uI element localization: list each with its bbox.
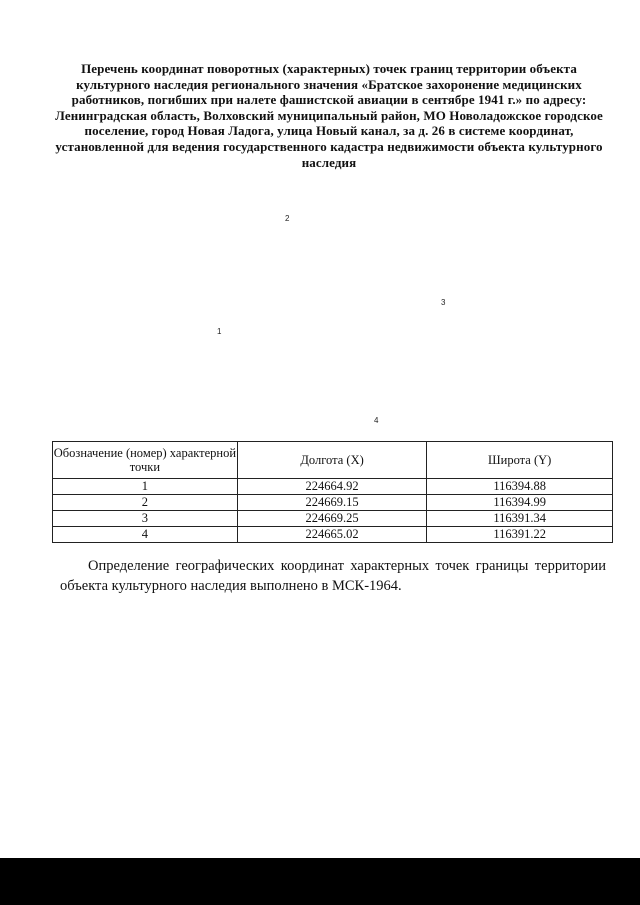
- scheme-point-label-1: 1: [217, 327, 222, 336]
- scan-black-border: [0, 858, 640, 905]
- header-longitude: Долгота (X): [237, 442, 427, 479]
- cell-point-id: 4: [53, 527, 238, 543]
- scheme-point-label-3: 3: [441, 298, 446, 307]
- scheme-point-label-4: 4: [374, 416, 379, 425]
- cell-point-id: 2: [53, 495, 238, 511]
- table-row: [53, 495, 613, 511]
- scheme-point-label-2: 2: [285, 214, 290, 223]
- cell-latitude: 116394.99: [427, 495, 613, 511]
- table-header-row: [53, 442, 613, 479]
- cell-longitude: 224669.25: [237, 511, 427, 527]
- cell-latitude: 116391.22: [427, 527, 613, 543]
- cell-point-id: 1: [53, 479, 238, 495]
- coordinate-table: [52, 441, 613, 543]
- table-row: [53, 527, 613, 543]
- header-latitude: Широта (Y): [427, 442, 613, 479]
- cell-point-id: 3: [53, 511, 238, 527]
- cell-latitude: 116394.88: [427, 479, 613, 495]
- header-point-id: Обозначение (номер) характерной точки: [53, 442, 238, 479]
- cell-longitude: 224665.02: [237, 527, 427, 543]
- document-title: Перечень координат поворотных (характерных) точек границ территории объекта культурного наследия регионального значения «Братское захоронение медицинских работников, погибших при налете фашистской авиации в сентябре 1941 г.» по адресу: Ленинградская область, Волховский муниципальный район, МО Новоладожское городское поселение, город Новая Ладога, улица Новый канал, за д. 26 в системе координат, установленной для ведения государственного кадастра недвижимости объекта культурного наследия: [55, 61, 603, 170]
- coordinate-system-note: Определение географических координат характерных точек границы территории объекта культурного наследия выполнено в МСК-1964.: [60, 558, 606, 594]
- table-row: [53, 479, 613, 495]
- cell-longitude: 224664.92: [237, 479, 427, 495]
- cell-longitude: 224669.15: [237, 495, 427, 511]
- table-row: [53, 511, 613, 527]
- cell-latitude: 116391.34: [427, 511, 613, 527]
